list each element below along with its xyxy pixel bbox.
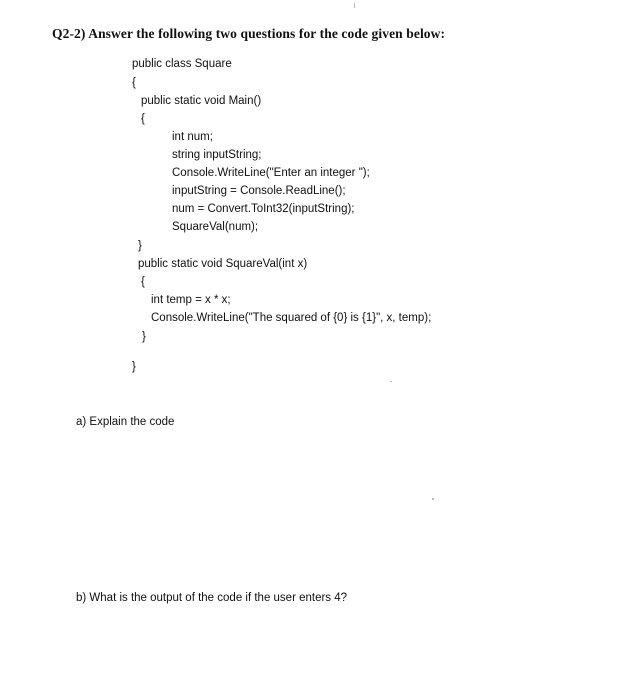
code-line: } xyxy=(132,361,136,373)
code-line: public static void SquareVal(int x) xyxy=(138,258,308,270)
code-line: SquareVal(num); xyxy=(172,221,259,233)
code-line: inputString = Console.ReadLine(); xyxy=(172,185,346,197)
code-line: int temp = x * x; xyxy=(151,294,231,306)
code-line: { xyxy=(141,276,145,288)
code-line: } xyxy=(142,331,146,343)
code-line: public class Square xyxy=(132,58,232,70)
code-line: Console.WriteLine("The squared of {0} is {1}", x, temp); xyxy=(151,312,432,324)
scan-speck xyxy=(432,498,434,500)
scan-speck xyxy=(354,3,355,8)
part-a-question: a) Explain the code xyxy=(76,416,175,428)
code-line: string inputString; xyxy=(172,149,262,161)
code-line: { xyxy=(132,77,136,89)
code-line: num = Convert.ToInt32(inputString); xyxy=(172,203,355,215)
code-line: { xyxy=(141,113,145,125)
part-b-question: b) What is the output of the code if the user enters 4? xyxy=(76,592,348,604)
scan-speck xyxy=(390,381,392,382)
code-line: } xyxy=(138,240,142,252)
question-heading: Q2-2) Answer the following two questions for the code given below: xyxy=(52,26,446,41)
code-line: int num; xyxy=(172,131,213,143)
code-line: public static void Main() xyxy=(141,95,262,107)
code-line: Console.WriteLine("Enter an integer "); xyxy=(172,167,370,179)
